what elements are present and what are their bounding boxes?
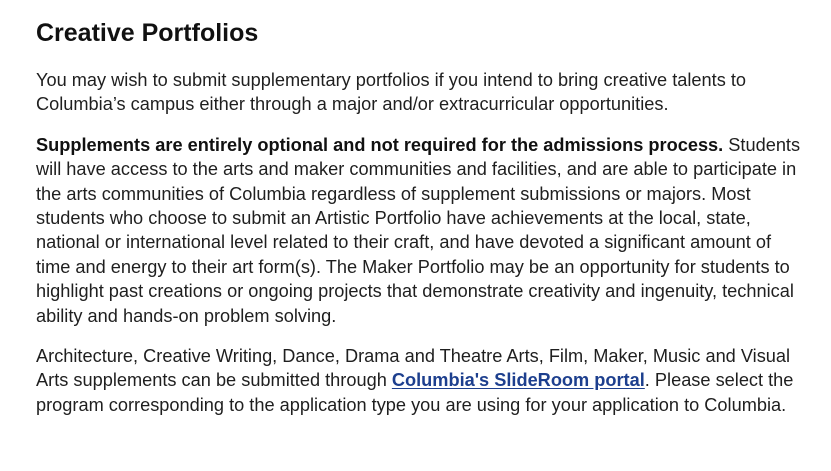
submission-text-before: Architecture, Creative Writing, Dance, Drama and Theatre Arts, Film, Maker, Music and Visual Arts supplements can be submitted through xyxy=(36,346,791,391)
details-text: Students will have access to the arts and maker communities and facilities, and are able to participate in the arts communities of Columbia regardless of supplement submissions or majors. Most students who choose to submit an Artistic Portfolio have achievements at the local, state, national or international level related to their craft, and have devoted a significant amount of time and energy to their art form(s). The Maker Portfolio may be an opportunity for students to highlight past creations or ongoing projects that demonstrate creativity and ingenuity, technical ability and hands-on problem solving. xyxy=(36,134,801,326)
optional-note: Supplements are entirely optional and not required for the admissions process. xyxy=(36,134,724,155)
submission-text-after: . Please select the program corresponding to the application type you are using for your application to Columbia. xyxy=(36,370,794,415)
details-paragraph xyxy=(36,133,805,328)
submission-paragraph xyxy=(36,344,805,417)
slideroom-portal-link[interactable]: Columbia's SlideRoom portal xyxy=(391,370,645,391)
intro-paragraph: You may wish to submit supplementary portfolios if you intend to bring creative talents to Columbia’s campus either through a major and/or extracurricular opportunities. xyxy=(36,70,747,115)
section-title: Creative Portfolios xyxy=(36,19,259,47)
